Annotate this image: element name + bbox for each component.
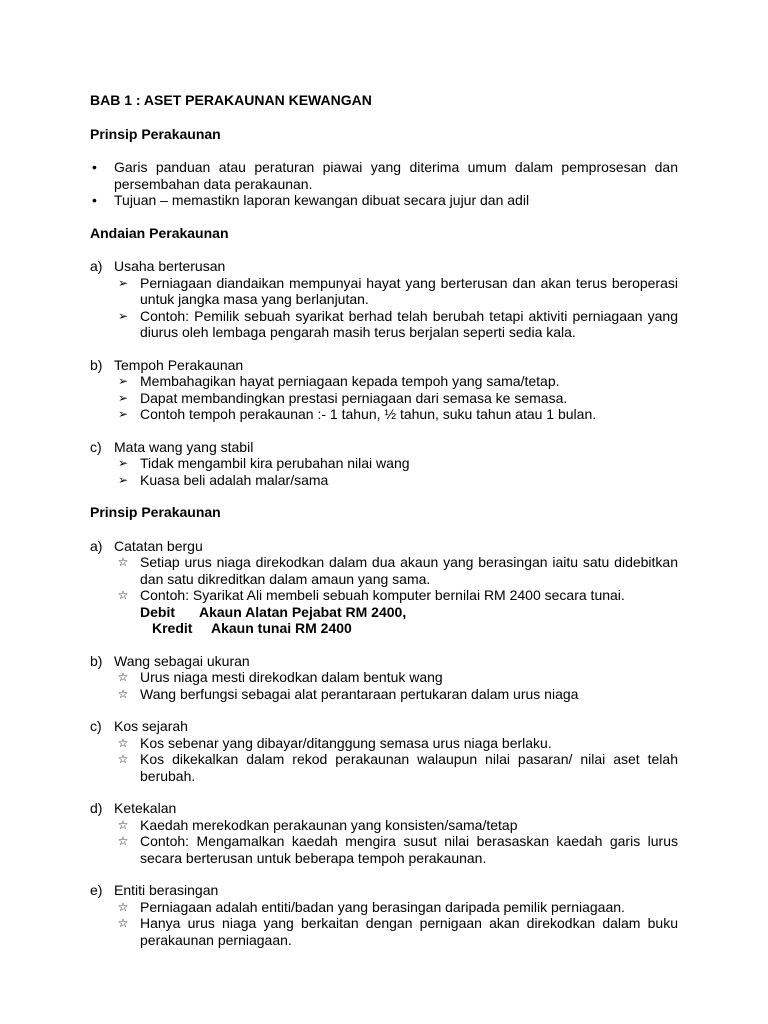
list-item-catatan-bergu xyxy=(90,538,678,637)
arrow-bullet-icon: ➢ xyxy=(117,407,129,421)
star-bullet-icon: ☆ xyxy=(117,735,129,750)
arrow-bullet-icon: ➢ xyxy=(117,472,129,487)
star-bullet-icon: ☆ xyxy=(117,670,129,684)
list-item-kos-sejarah xyxy=(90,718,678,784)
arrow-bullet-icon: ➢ xyxy=(117,390,129,405)
sub-point xyxy=(114,554,678,587)
item-title: Entiti berasingan xyxy=(114,882,219,898)
bullet-item: • Garis panduan atau peraturan piawai yang diterima umum dalam pemprosesan dan persembahan data perakaunan. xyxy=(90,159,678,192)
sub-point xyxy=(114,472,678,489)
sub-point-text: Membahagikan hayat perniagaan kepada tempoh yang sama/tetap. xyxy=(140,373,560,389)
arrow-bullet-icon: ➢ xyxy=(117,456,129,470)
sub-point xyxy=(114,587,678,604)
arrow-bullet-icon: ➢ xyxy=(117,275,129,290)
sub-point-text: Contoh: Mengamalkan kaedah mengira susut nilai berasaskan kaedah garis lurus secara berterusan untuk beberapa tempoh perakaunan. xyxy=(140,833,678,866)
prinsip-bullet-list xyxy=(90,159,678,209)
document-body xyxy=(90,92,678,948)
item-label: b) xyxy=(90,652,103,669)
item-title: Catatan bergu xyxy=(114,537,203,554)
list-item-mata-wang xyxy=(90,439,678,489)
sub-point xyxy=(114,390,678,407)
sub-point-text: Perniagaan adalah entiti/badan yang berasingan daripada pemilik perniagaan. xyxy=(140,898,625,915)
debit-text: Akaun Alatan Pejabat RM 2400, xyxy=(199,603,407,620)
item-title: Tempoh Perakaunan xyxy=(114,356,244,373)
list-item-usaha-berterusan xyxy=(90,258,678,341)
star-bullet-icon: ☆ xyxy=(117,834,129,848)
star-bullet-icon: ☆ xyxy=(117,817,129,832)
sub-point xyxy=(114,817,678,834)
sub-point-text: Urus niaga mesti direkodkan dalam bentuk wang xyxy=(140,669,443,685)
star-bullet-icon: ☆ xyxy=(117,686,129,701)
sub-point xyxy=(114,669,678,686)
sub-point-text: Hanya urus niaga yang berkaitan dengan pernigaan akan direkodkan dalam buku perakaunan perniagaan. xyxy=(140,915,678,948)
sub-point xyxy=(114,308,678,341)
sub-point xyxy=(114,735,678,752)
bullet-item: • Tujuan – memastikn laporan kewangan dibuat secara jujur dan adil xyxy=(90,192,678,209)
sub-point-text: Wang berfungsi sebagai alat perantaraan pertukaran dalam urus niaga xyxy=(140,685,579,702)
sub-point xyxy=(114,686,678,703)
sub-point-text: Kuasa beli adalah malar/sama xyxy=(140,471,329,488)
item-label: b) xyxy=(90,356,103,373)
star-bullet-icon: ☆ xyxy=(117,588,129,602)
sub-point-text: Kos sebenar yang dibayar/ditanggung semasa urus niaga berlaku. xyxy=(140,734,552,751)
arrow-bullet-icon: ➢ xyxy=(117,374,129,388)
sub-point-text: Dapat membandingkan prestasi perniagaan dari semasa ke semasa. xyxy=(140,389,568,406)
item-label: c) xyxy=(90,718,102,734)
document-title: BAB 1 : ASET PERAKAUNAN KEWANGAN xyxy=(90,92,372,108)
sub-point xyxy=(114,899,678,916)
star-bullet-icon: ☆ xyxy=(117,555,129,569)
item-label: e) xyxy=(90,882,103,898)
item-label: c) xyxy=(90,438,102,455)
list-item-wang-ukuran xyxy=(90,653,678,703)
sub-point xyxy=(114,455,678,472)
item-label: a) xyxy=(90,258,103,274)
sub-point xyxy=(114,406,678,423)
section-heading-prinsip-1: Prinsip Perakaunan xyxy=(90,125,221,142)
item-title: Ketekalan xyxy=(114,800,177,816)
list-item-tempoh-perakaunan xyxy=(90,357,678,423)
debit-label: Debit xyxy=(140,603,175,620)
sub-point-text: Contoh: Pemilik sebuah syarikat berhad telah berubah tetapi aktiviti perniagaan yang diurus oleh lembaga pengarah masih terus berjalan seperti sedia kala. xyxy=(140,307,678,340)
list-item-entiti-berasingan xyxy=(90,882,678,948)
item-label: a) xyxy=(90,537,103,554)
section-heading-andaian: Andaian Perakaunan xyxy=(90,224,229,241)
list-item-ketekalan xyxy=(90,800,678,866)
sub-point-text: Contoh tempoh perakaunan :- 1 tahun, ½ tahun, suku tahun atau 1 bulan. xyxy=(140,406,597,422)
item-title: Wang sebagai ukuran xyxy=(114,652,250,669)
sub-point-text: Kos dikekalkan dalam rekod perakaunan walaupun nilai pasaran/ nilai aset telah berubah. xyxy=(140,751,678,784)
sub-point xyxy=(114,373,678,390)
sub-point xyxy=(114,833,678,866)
sub-point-text: Perniagaan diandaikan mempunyai hayat yang berterusan dan akan terus beroperasi untuk jangka masa yang berlanjutan. xyxy=(140,274,678,307)
sub-point xyxy=(114,275,678,308)
credit-label: Kredit xyxy=(152,620,193,636)
sub-point xyxy=(114,915,678,948)
item-title: Kos sejarah xyxy=(114,718,188,734)
item-title: Mata wang yang stabil xyxy=(114,438,254,455)
arrow-bullet-icon: ➢ xyxy=(117,308,129,323)
sub-point-text: Kaedah merekodkan perakaunan yang konsisten/sama/tetap xyxy=(140,816,518,833)
star-bullet-icon: ☆ xyxy=(117,899,129,914)
star-bullet-icon: ☆ xyxy=(117,916,129,930)
sub-point-text: Setiap urus niaga direkodkan dalam dua akaun yang berasingan iaitu satu didebitkan dan satu dikreditkan dalam amaun yang sama. xyxy=(140,554,678,587)
item-title: Usaha berterusan xyxy=(114,258,226,274)
section-heading-prinsip-2: Prinsip Perakaunan xyxy=(90,504,221,520)
sub-point-text: Tidak mengambil kira perubahan nilai wang xyxy=(140,455,410,471)
sub-point-text: Contoh: Syarikat Ali membeli sebuah komputer bernilai RM 2400 secara tunai. xyxy=(140,587,625,603)
credit-text: Akaun tunai RM 2400 xyxy=(211,620,352,636)
journal-entry xyxy=(140,604,678,637)
sub-point xyxy=(114,751,678,784)
item-label: d) xyxy=(90,800,103,816)
star-bullet-icon: ☆ xyxy=(117,752,129,766)
